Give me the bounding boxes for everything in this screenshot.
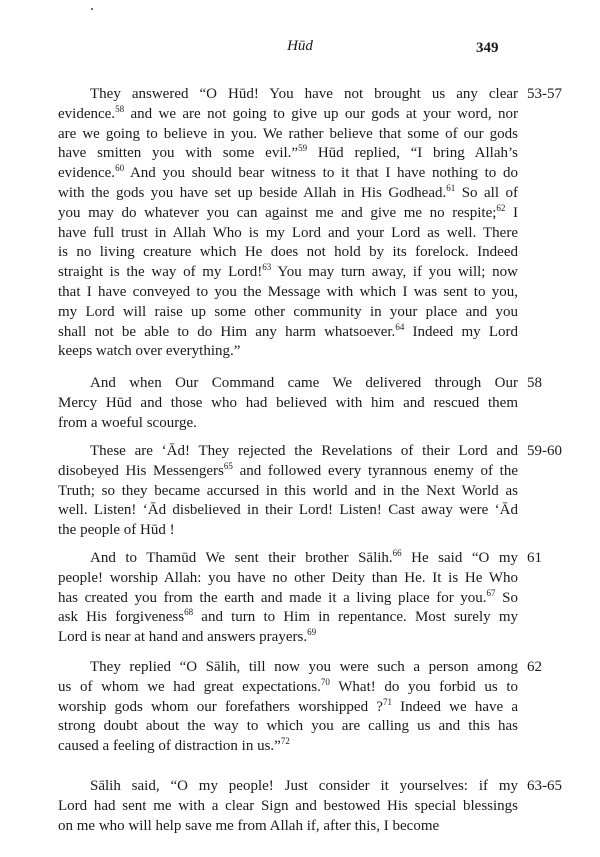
text-run: You may turn away, if you will; now bbox=[271, 264, 518, 281]
text-run: What! do you forbid us to bbox=[329, 678, 518, 695]
text-run: And when Our Command came We delivered through Our bbox=[90, 375, 518, 391]
page-number: 349 bbox=[476, 40, 499, 56]
text-line bbox=[58, 777, 518, 797]
text-line bbox=[58, 658, 518, 678]
text-line bbox=[58, 549, 518, 569]
text-line bbox=[58, 501, 518, 521]
text-line bbox=[58, 374, 518, 394]
footnote-ref: 70 bbox=[320, 676, 330, 687]
verse-number: 58 bbox=[527, 375, 542, 391]
text-run: Sālih said, “O my people! Just consider it yourselves: if my bbox=[90, 778, 518, 794]
text-line bbox=[58, 482, 518, 502]
text-run: from a woeful scourge. bbox=[58, 414, 197, 431]
text-run: and we are not going to give up our gods at your word, nor bbox=[124, 105, 518, 122]
text-run: keeps watch over everything.” bbox=[58, 343, 241, 360]
text-run: Mercy Hūd and those who had believed with him and rescued them bbox=[58, 394, 518, 411]
text-run: on me who will help save me from Allah if, after this, I become bbox=[58, 817, 440, 834]
text-run: are we going to believe in you. We rather believe that some of our gods bbox=[58, 125, 518, 142]
text-run: And you should bear witness to it that I have nothing to do bbox=[124, 165, 518, 182]
text-line bbox=[58, 678, 518, 698]
text-run: and followed every tyrannous enemy of the bbox=[232, 462, 518, 479]
footnote-ref: 69 bbox=[307, 627, 317, 638]
text-run: you may do whatever you can against me and give me no respite; bbox=[58, 204, 497, 221]
text-run: I bbox=[505, 204, 518, 221]
footnote-ref: 65 bbox=[223, 460, 233, 471]
verse-number: 61 bbox=[527, 550, 542, 566]
text-line bbox=[58, 283, 518, 303]
text-run: Hūd replied, “I bring Allah’s bbox=[307, 145, 518, 162]
text-run: with the gods you have set up beside Allah in His Godhead. bbox=[58, 184, 447, 201]
footnote-ref: 68 bbox=[184, 607, 194, 618]
text-line bbox=[58, 797, 518, 817]
text-line bbox=[58, 698, 518, 718]
text-line bbox=[58, 204, 518, 224]
footnote-ref: 67 bbox=[486, 587, 496, 598]
text-run: has created you from the earth and made it a living place for you. bbox=[58, 589, 487, 606]
text-run: the people of Hūd ! bbox=[58, 522, 175, 539]
text-run: caused a feeling of distraction in us.” bbox=[58, 738, 281, 755]
text-run: So all of bbox=[455, 184, 518, 201]
text-run: Indeed my Lord bbox=[404, 323, 518, 340]
verse-number: 62 bbox=[527, 659, 542, 675]
text-line bbox=[58, 85, 518, 105]
footnote-ref: 64 bbox=[395, 321, 405, 332]
verse-number: 59-60 bbox=[527, 443, 562, 459]
text-run: is no living creature which He does not hold by its forelock. Indeed bbox=[58, 244, 518, 261]
text-line bbox=[58, 342, 518, 362]
text-run: ask His forgiveness bbox=[58, 609, 185, 626]
text-line bbox=[58, 164, 518, 184]
text-line bbox=[58, 184, 518, 204]
text-run: that I have conveyed to you the Message with which I was sent to you, bbox=[58, 283, 518, 300]
text-run: And to Thamūd We sent their brother Sālih. bbox=[90, 550, 393, 566]
text-run: straight is the way of my Lord! bbox=[58, 264, 263, 281]
text-run: people! worship Allah: you have no other Deity than He. It is He Who bbox=[58, 569, 518, 586]
text-line bbox=[58, 263, 518, 283]
footnote-ref: 58 bbox=[115, 103, 125, 114]
footnote-ref: 61 bbox=[446, 182, 456, 193]
footnote-ref: 62 bbox=[496, 202, 506, 213]
footnote-ref: 72 bbox=[280, 736, 290, 747]
text-line bbox=[58, 323, 518, 343]
text-line bbox=[58, 462, 518, 482]
footnote-ref: 59 bbox=[298, 143, 308, 154]
paragraph bbox=[58, 442, 518, 541]
text-line bbox=[58, 394, 518, 414]
text-line bbox=[58, 717, 518, 737]
text-line bbox=[58, 125, 518, 145]
text-run: and turn to Him in repentance. Most surely my bbox=[193, 609, 518, 626]
text-run: have full trust in Allah Who is my Lord and your Lord as well. There bbox=[58, 224, 518, 241]
footnote-ref: 63 bbox=[262, 262, 272, 273]
text-line bbox=[58, 817, 518, 837]
text-line bbox=[58, 737, 518, 757]
text-run: They replied “O Sālih, till now you were such a person among bbox=[90, 659, 518, 675]
footnote-ref: 66 bbox=[392, 548, 402, 558]
paragraph bbox=[58, 549, 518, 648]
text-run: disobeyed His Messengers bbox=[58, 462, 224, 479]
text-run: So bbox=[495, 589, 518, 606]
text-run: They answered “O Hūd! You have not brought us any clear bbox=[90, 86, 518, 102]
text-line bbox=[58, 414, 518, 434]
text-run: Lord had sent me with a clear Sign and bestowed His special blessings bbox=[58, 797, 518, 814]
text-run: well. Listen! ‘Ād disbelieved in their Lord! Listen! Cast away were ‘Ād bbox=[58, 502, 518, 519]
text-run: us of whom we had great expectations. bbox=[58, 678, 321, 695]
running-header-title: Hūd bbox=[287, 38, 313, 54]
text-run: Truth; so they became accursed in this world and in the Next World as bbox=[58, 482, 518, 499]
paragraph bbox=[58, 374, 518, 433]
text-line bbox=[58, 224, 518, 244]
text-run: shall not be able to do Him any harm whatsoever. bbox=[58, 323, 396, 340]
text-line bbox=[58, 303, 518, 323]
text-run: Lord is near at hand and answers prayers. bbox=[58, 629, 308, 646]
text-line bbox=[58, 105, 518, 125]
text-run: He said “O my bbox=[401, 550, 518, 566]
text-line bbox=[58, 589, 518, 609]
text-run: These are ‘Ād! They rejected the Revelations of their Lord and bbox=[90, 443, 518, 459]
text-line bbox=[58, 521, 518, 541]
footnote-ref: 60 bbox=[115, 163, 125, 174]
footnote-ref: 71 bbox=[382, 696, 392, 707]
paragraph bbox=[58, 658, 518, 757]
text-run: Indeed we have a bbox=[391, 698, 518, 715]
text-line bbox=[58, 243, 518, 263]
text-line bbox=[58, 144, 518, 164]
paragraph bbox=[58, 777, 518, 836]
text-run: evidence. bbox=[58, 105, 116, 122]
text-run: evidence. bbox=[58, 165, 116, 182]
text-line bbox=[58, 569, 518, 589]
text-run: worship gods whom our forefathers worshipped ? bbox=[58, 698, 383, 715]
text-run: strong doubt about the way to which you are calling us and this has bbox=[58, 718, 518, 735]
verse-number: 53-57 bbox=[527, 86, 562, 102]
text-line bbox=[58, 628, 518, 648]
stray-mark bbox=[91, 8, 93, 10]
text-line bbox=[58, 608, 518, 628]
text-run: have smitten you with some evil.” bbox=[58, 145, 299, 162]
text-run: my Lord will raise up some other community in your place and you bbox=[58, 303, 518, 320]
paragraph bbox=[58, 85, 518, 362]
verse-number: 63-65 bbox=[527, 778, 562, 794]
text-line bbox=[58, 442, 518, 462]
